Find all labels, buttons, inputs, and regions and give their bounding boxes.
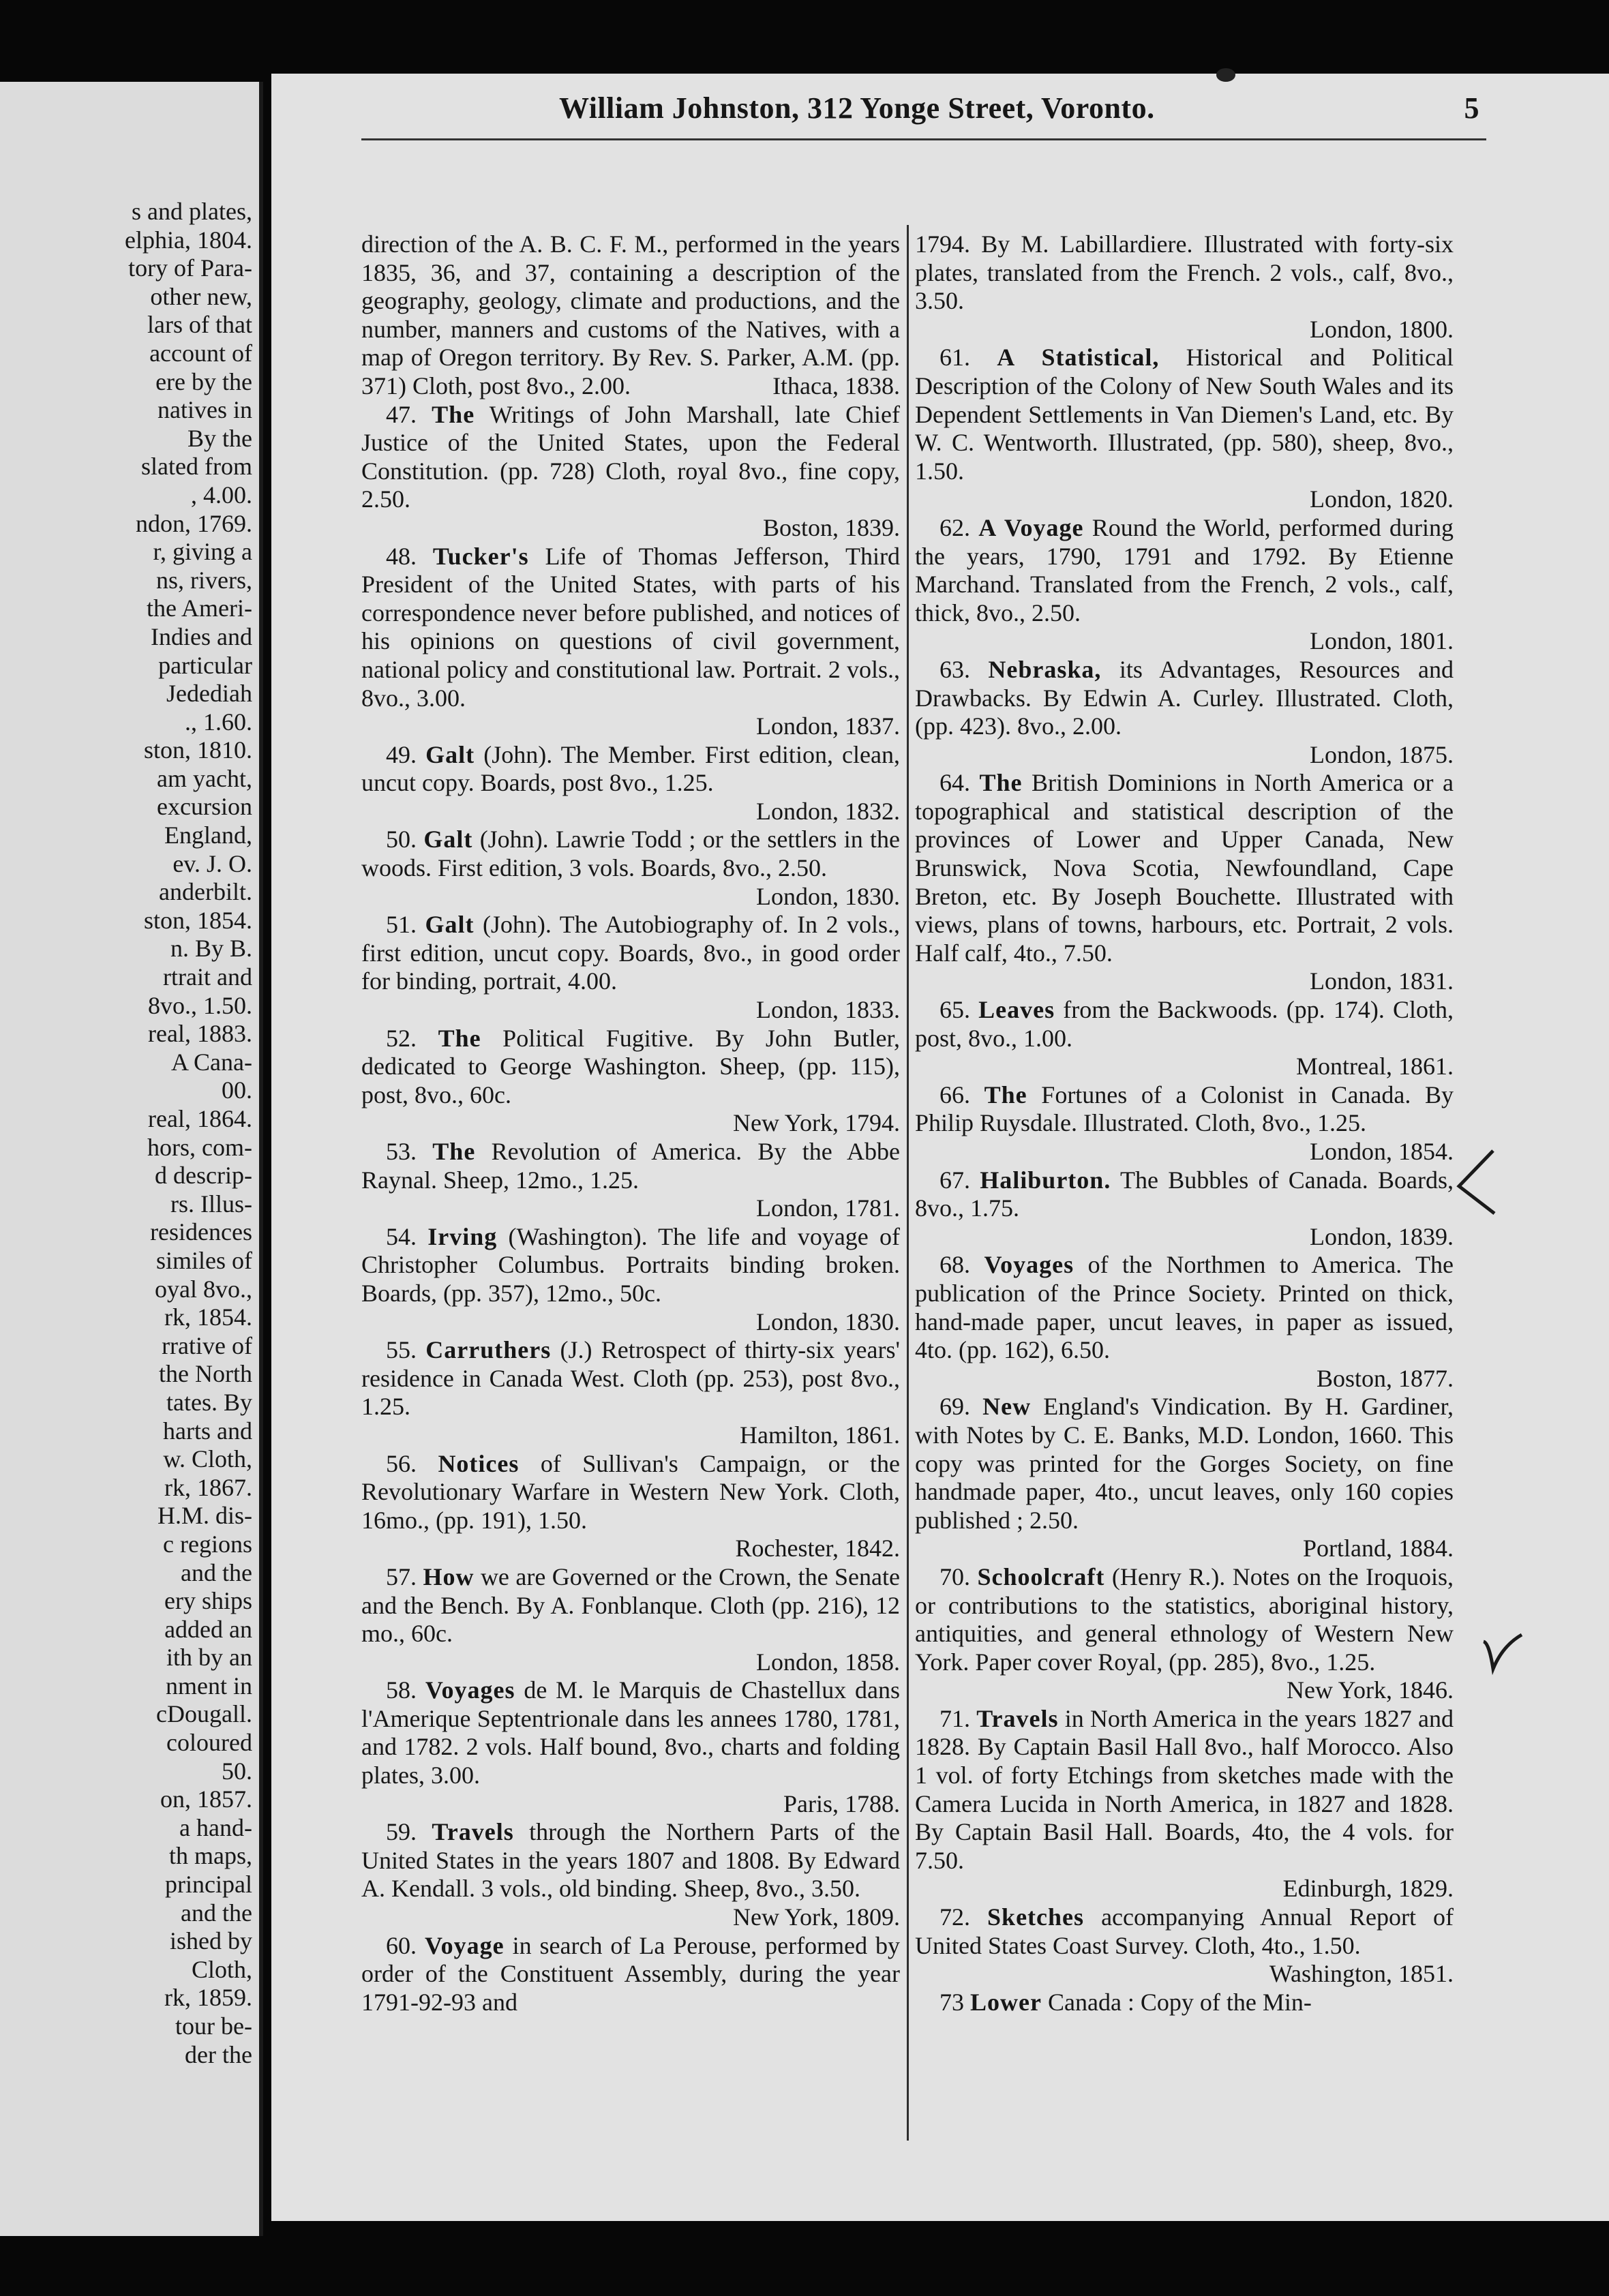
- entry-keyword: The: [432, 1138, 476, 1165]
- header-rule: [361, 138, 1486, 140]
- margin-fragment: tory of Para-: [128, 254, 252, 282]
- entry-imprint: London, 1858.: [756, 1648, 900, 1676]
- entry-number: 54.: [386, 1222, 417, 1250]
- margin-fragment: residences: [150, 1218, 252, 1246]
- entry-imprint: London, 1830.: [756, 1308, 900, 1335]
- margin-fragment: ery ships: [164, 1587, 252, 1615]
- catalogue-entry: [915, 1563, 1454, 1705]
- margin-fragment: principal: [165, 1871, 252, 1899]
- margin-fragment: rrative of: [162, 1331, 252, 1359]
- catalogue-entry: [361, 1223, 900, 1336]
- left-column: [361, 230, 900, 2016]
- entry-keyword: The: [984, 1081, 1027, 1108]
- entry-number: 60.: [386, 1931, 417, 1959]
- entry-keyword: Notices: [438, 1449, 520, 1477]
- catalogue-entry: [361, 1563, 900, 1676]
- entry-keyword: Voyage: [424, 1931, 505, 1959]
- entry-imprint: London, 1781.: [756, 1194, 900, 1222]
- entry-imprint: Boston, 1839.: [762, 513, 900, 541]
- entry-number: 69.: [939, 1393, 970, 1421]
- entry-description: (John). The Autobiography of. In 2 vols., first edition, uncut copy. Boards, 8vo., in good order for binding, portrait, 4.00.: [361, 911, 901, 995]
- catalogue-entry: [915, 996, 1454, 1081]
- margin-fragment: anderbilt.: [159, 878, 252, 906]
- entry-description: accompanying Annual Report of United States Coast Survey. Cloth, 4to., 1.50.: [915, 1903, 1454, 1959]
- catalogue-entry: [361, 1932, 900, 2017]
- margin-fragment: rtrait and: [163, 963, 252, 991]
- margin-fragment: ished by: [170, 1927, 252, 1955]
- margin-fragment: particular: [158, 651, 252, 679]
- margin-fragment: elphia, 1804.: [125, 226, 252, 254]
- entry-description: we are Governed or the Crown, the Senate and the Bench. By A. Fonblanque. Cloth (pp. 216), 12 mo., 60c.: [361, 1562, 900, 1648]
- entry-description: Political Fugitive. By John Butler, dedicated to George Washington. Sheep, (pp. 115), post, 8vo., 60c.: [361, 1024, 901, 1108]
- margin-fragment: , 4.00.: [191, 481, 252, 509]
- margin-fragment: rs. Illus-: [170, 1190, 252, 1218]
- entry-imprint: Rochester, 1842.: [735, 1535, 900, 1562]
- entry-imprint: Montreal, 1861.: [1296, 1053, 1454, 1081]
- entry-keyword: Carruthers: [425, 1336, 552, 1364]
- entry-keyword: Travels: [432, 1818, 514, 1846]
- entry-imprint: Paris, 1788.: [783, 1789, 900, 1817]
- catalogue-entry: [361, 741, 900, 826]
- entry-imprint: London, 1839.: [1310, 1222, 1454, 1250]
- catalogue-entry: [361, 1336, 900, 1449]
- entry-description: of the Northmen to America. The publication of the Prince Society. Printed on thick, hand-made paper, uncut leaves, in paper as issued, 4to. (pp. 162), 6.50.: [915, 1251, 1454, 1364]
- margin-fragment: ndon, 1769.: [136, 509, 252, 537]
- catalogue-entry: [915, 1251, 1454, 1393]
- entry-description: in search of La Perouse, performed by order of the Constituent Assembly, during the year 1791-92-93 and: [361, 1931, 901, 2016]
- entry-imprint: London, 1854.: [1310, 1138, 1454, 1165]
- entry-description: Life of Thomas Jefferson, Third President of the United States, with parts of his correspondence never before published, and notices of his opinions on questions of civil government, national policy and constitutional law. Portrait. 2 vols., 8vo., 3.00.: [361, 542, 901, 712]
- margin-fragment: a hand-: [179, 1813, 252, 1841]
- margin-fragment: w. Cloth,: [163, 1445, 252, 1473]
- continued-entry-imprint: London, 1800.: [1310, 315, 1454, 343]
- catalogue-entry: [361, 1818, 900, 1931]
- margin-fragment: 00.: [222, 1076, 252, 1104]
- entry-number: 47.: [386, 400, 417, 428]
- margin-fragment: coloured: [166, 1729, 252, 1757]
- entry-description: in North America in the years 1827 and 1828. By Captain Basil Hall 8vo., half Morocco. Also 1 vol. of forty Etchings from sketches made with the Camera Lucida in North America, in 1827 and 1828. By Captain Basil Hall. Boards, 4to, the 4 vols. for 7.50.: [915, 1704, 1454, 1874]
- entry-description: of Sullivan's Campaign, or the Revolutionary Warfare in Western New York. Cloth, 16mo., (pp. 191), 1.50.: [361, 1449, 901, 1534]
- catalogue-entry: [915, 769, 1454, 996]
- margin-fragment: hors, com-: [147, 1133, 252, 1161]
- entry-number: 48.: [386, 542, 417, 570]
- margin-fragment: d descrip-: [155, 1162, 252, 1190]
- margin-fragment: A Cana-: [171, 1048, 252, 1076]
- angle-bracket-mark: [1452, 1145, 1500, 1220]
- margin-fragment: on, 1857.: [160, 1785, 252, 1813]
- entry-keyword: Sketches: [987, 1903, 1085, 1931]
- catalogue-entry: [361, 911, 900, 1024]
- catalogue-entry: [361, 401, 900, 543]
- entry-keyword: Leaves: [978, 996, 1055, 1024]
- entry-number: 63.: [939, 655, 970, 683]
- entry-description: Historical and Political Description of the Colony of New South Wales and its Dependent Settlements in Van Diemen's Land, etc. By W. C. Wentworth. Illustrated, (pp. 580), sheep, 8vo., 1.50.: [915, 344, 1454, 485]
- margin-fragment: real, 1864.: [148, 1105, 252, 1132]
- catalogue-entry: [361, 1676, 900, 1818]
- ink-speck: [1214, 65, 1241, 85]
- entry-keyword: Galt: [423, 826, 473, 854]
- entry-number: 66.: [939, 1081, 970, 1108]
- entry-number: 70.: [939, 1562, 970, 1590]
- entry-imprint: London, 1837.: [756, 712, 900, 740]
- entry-keyword: Voyages: [425, 1676, 515, 1704]
- continued-entry: [915, 230, 1454, 344]
- margin-fragment: ns, rivers,: [156, 566, 252, 594]
- running-header: [280, 91, 1479, 125]
- margin-fragment: ston, 1854.: [143, 906, 252, 934]
- entry-imprint: New York, 1846.: [1286, 1676, 1454, 1704]
- entry-description: (Henry R.). Notes on the Iroquois, or contributions to the statistics, aboriginal history, antiquities, and general ethnology of Western New York. Paper cover Royal, (pp. 285), 8vo., 1.25.: [915, 1562, 1454, 1676]
- margin-fragment: nment in: [166, 1672, 252, 1700]
- page-number: 5: [1464, 91, 1479, 125]
- entry-imprint: New York, 1809.: [732, 1903, 900, 1931]
- entry-imprint: London, 1820.: [1310, 485, 1454, 513]
- tick-mark: [1479, 1629, 1527, 1677]
- entry-description: Round the World, performed during the years, 1790, 1791 and 1792. By Etienne Marchand. Translated from the French, 2 vols., calf, thick, 8vo., 2.50.: [915, 513, 1454, 626]
- entry-keyword: Galt: [425, 911, 475, 939]
- continued-entry: [361, 230, 900, 401]
- margin-fragment: rk, 1859.: [164, 1984, 252, 2012]
- entry-number: 72.: [939, 1903, 970, 1931]
- continued-entry-text: 1794. By M. Labillardiere. Illustrated with forty-six plates, translated from the French. 2 vols., calf, 8vo., 3.50.: [915, 230, 1454, 315]
- entry-number: 53.: [386, 1138, 417, 1165]
- entry-keyword: Tucker's: [432, 542, 529, 570]
- entry-imprint: Boston, 1877.: [1316, 1364, 1454, 1392]
- continued-entry-text: direction of the A. B. C. F. M., performed in the years 1835, 36, and 37, containing a description of the geography, geology, climate and productions, and the number, manners and customs of the Natives, with a map of Oregon territory. By Rev. S. Parker, A.M. (pp. 371) Cloth, post 8vo., 2.00.: [361, 230, 900, 399]
- catalogue-entry: [361, 1138, 900, 1223]
- entry-imprint: Hamilton, 1861.: [740, 1421, 900, 1449]
- entry-imprint: London, 1875.: [1310, 740, 1454, 768]
- margin-fragment: By the: [187, 424, 252, 452]
- catalogue-entry: [915, 344, 1454, 514]
- margin-fragment: added an: [164, 1615, 252, 1643]
- margin-fragment: cDougall.: [156, 1700, 252, 1728]
- entry-number: 56.: [386, 1449, 417, 1477]
- margin-fragment: lars of that: [147, 311, 252, 339]
- entry-description: (John). The Member. First edition, clean, uncut copy. Boards, post 8vo., 1.25.: [361, 740, 900, 797]
- entry-description: its Advantages, Resources and Drawbacks. By Edwin A. Curley. Illustrated. Cloth, (pp. 423). 8vo., 2.00.: [915, 655, 1454, 740]
- entry-number: 50.: [386, 826, 417, 854]
- margin-fragment: 8vo., 1.50.: [148, 991, 252, 1019]
- entry-number: 64.: [939, 769, 970, 797]
- previous-page-text: [27, 198, 252, 2069]
- entry-keyword: Irving: [427, 1222, 498, 1250]
- margin-fragment: other new,: [150, 282, 252, 310]
- margin-fragment: tates. By: [166, 1388, 252, 1416]
- header-title: William Johnston, 312 Yonge Street, Voronto.: [559, 91, 1155, 125]
- right-entries: [915, 344, 1454, 2016]
- entry-number: 58.: [386, 1676, 417, 1704]
- entry-imprint: London, 1833.: [756, 996, 900, 1024]
- entry-description: through the Northern Parts of the United States in the years 1807 and 1808. By Edward A. Kendall. 3 vols., old binding. Sheep, 8vo., 3.50.: [361, 1818, 901, 1903]
- catalogue-entry: [915, 1989, 1454, 2017]
- entry-number: 73: [939, 1988, 964, 2016]
- continued-entry-imprint: Ithaca, 1838.: [772, 372, 900, 399]
- margin-fragment: ev. J. O.: [172, 849, 252, 877]
- margin-fragment: der the: [185, 2040, 252, 2068]
- entry-number: 52.: [386, 1024, 417, 1052]
- margin-fragment: 50.: [222, 1757, 252, 1785]
- catalogue-entry: [915, 656, 1454, 769]
- margin-fragment: the North: [159, 1360, 252, 1388]
- entry-keyword: Galt: [425, 740, 475, 768]
- margin-fragment: rk, 1854.: [164, 1303, 252, 1331]
- catalogue-entry: [915, 1705, 1454, 1903]
- margin-fragment: s and plates,: [132, 198, 252, 225]
- entry-description: (J.) Retrospect of thirty-six years' residence in Canada West. Cloth (pp. 253), post 8vo., 1.25.: [361, 1336, 900, 1421]
- margin-fragment: ston, 1810.: [143, 736, 252, 764]
- margin-fragment: ere by the: [155, 367, 252, 395]
- catalogue-entry: [915, 1393, 1454, 1563]
- entry-keyword: A Statistical,: [997, 344, 1160, 372]
- margin-fragment: ith by an: [166, 1644, 252, 1672]
- margin-fragment: slated from: [141, 453, 252, 481]
- entry-description: British Dominions in North America or a topographical and statistical description of the provinces of Lower and Upper Canada, New Brunswick, Nova Scotia, Newfoundland, Cape Breton, etc. By Joseph Bouchette. Illustrated with views, plans of towns, harbours, etc. Portrait, 2 vols. Half calf, 4to., 7.50.: [915, 769, 1454, 967]
- column-divider: [907, 225, 909, 2141]
- entry-number: 57.: [386, 1562, 417, 1590]
- margin-fragment: H.M. dis-: [157, 1502, 252, 1530]
- margin-fragment: r, giving a: [153, 538, 252, 566]
- margin-fragment: the Ameri-: [147, 594, 252, 622]
- entry-keyword: A Voyage: [978, 513, 1084, 541]
- entry-number: 49.: [386, 740, 417, 768]
- entry-number: 62.: [939, 513, 970, 541]
- entry-number: 61.: [939, 344, 970, 372]
- catalogue-entry: [361, 543, 900, 741]
- entry-keyword: How: [423, 1562, 475, 1590]
- margin-fragment: and the: [181, 1558, 252, 1586]
- margin-fragment: natives in: [157, 396, 252, 424]
- entry-description: (John). Lawrie Todd ; or the settlers in the woods. First edition, 3 vols. Boards, 8vo., 2.50.: [361, 826, 901, 882]
- entry-description: The Bubbles of Canada. Boards, 8vo., 1.75.: [915, 1166, 1454, 1222]
- entry-description: Revolution of America. By the Abbe Raynal. Sheep, 12mo., 1.25.: [361, 1138, 900, 1194]
- right-column: [915, 230, 1454, 2016]
- margin-fragment: tour be-: [175, 2012, 252, 2040]
- margin-fragment: similes of: [156, 1246, 252, 1274]
- entry-imprint: London, 1831.: [1310, 967, 1454, 995]
- entry-number: 68.: [939, 1251, 970, 1279]
- margin-fragment: account of: [149, 339, 252, 367]
- margin-fragment: excursion: [157, 793, 252, 821]
- catalogue-entry: [361, 1450, 900, 1563]
- margin-fragment: Jedediah: [166, 680, 252, 708]
- margin-fragment: th maps,: [169, 1842, 252, 1870]
- entry-description: from the Backwoods. (pp. 174). Cloth, post, 8vo., 1.00.: [915, 996, 1454, 1052]
- entry-number: 59.: [386, 1818, 417, 1846]
- margin-fragment: n. By B.: [170, 935, 252, 963]
- entry-description: (Washington). The life and voyage of Christopher Columbus. Portraits binding broken. Boards, (pp. 357), 12mo., 50c.: [361, 1222, 901, 1307]
- entry-keyword: Haliburton.: [980, 1166, 1111, 1194]
- margin-fragment: harts and: [163, 1417, 252, 1445]
- entry-description: de M. le Marquis de Chastellux dans l'Amerique Septentrionale dans les annees 1780, 1781, and 1782. 2 vols. Half bound, 8vo., charts and folding plates, 3.00.: [361, 1676, 901, 1789]
- catalogue-entry: [915, 1903, 1454, 1989]
- catalogue-entry: [361, 826, 900, 911]
- entry-keyword: Lower: [970, 1988, 1042, 2016]
- entry-keyword: The: [432, 400, 475, 428]
- entry-imprint: Portland, 1884.: [1303, 1535, 1454, 1562]
- left-entries: [361, 401, 900, 2017]
- margin-fragment: rk, 1867.: [164, 1473, 252, 1501]
- entry-number: 55.: [386, 1336, 417, 1364]
- catalogue-entry: [915, 1166, 1454, 1252]
- margin-fragment: am yacht,: [157, 764, 252, 792]
- margin-fragment: and the: [181, 1899, 252, 1927]
- entry-keyword: The: [438, 1024, 481, 1052]
- entry-keyword: New: [982, 1393, 1032, 1421]
- margin-fragment: oyal 8vo.,: [155, 1275, 252, 1303]
- entry-imprint: London, 1830.: [756, 882, 900, 910]
- entry-description: Writings of John Marshall, late Chief Justice of the United States, upon the Federal Constitution. (pp. 728) Cloth, royal 8vo., fine copy, 2.50.: [361, 400, 901, 513]
- catalogue-entry: [915, 514, 1454, 656]
- margin-fragment: c regions: [163, 1530, 252, 1558]
- entry-number: 65.: [939, 996, 970, 1024]
- previous-page-fragment: [0, 82, 263, 2236]
- margin-fragment: Cloth,: [191, 1955, 252, 1983]
- entry-keyword: Nebraska,: [988, 655, 1102, 683]
- entry-description: England's Vindication. By H. Gardiner, with Notes by C. E. Banks, M.D. London, 1660. This copy was printed for the Gorges Society, on fine handmade paper, 4to., uncut leaves, only 160 copies published ; 2.50.: [915, 1393, 1454, 1534]
- entry-imprint: London, 1801.: [1310, 627, 1454, 655]
- entry-imprint: Washington, 1851.: [1269, 1960, 1454, 1988]
- margin-fragment: ., 1.60.: [185, 708, 252, 736]
- entry-number: 71.: [939, 1704, 970, 1732]
- entry-number: 67.: [939, 1166, 970, 1194]
- entry-description: Canada : Copy of the Min-: [1047, 1988, 1312, 2016]
- margin-fragment: Indies and: [151, 622, 252, 650]
- margin-fragment: real, 1883.: [148, 1020, 252, 1048]
- margin-fragment: England,: [164, 821, 252, 849]
- entry-keyword: Travels: [976, 1704, 1059, 1732]
- entry-description: Fortunes of a Colonist in Canada. By Philip Ruysdale. Illustrated. Cloth, 8vo., 1.25.: [915, 1081, 1454, 1137]
- entry-number: 51.: [386, 911, 417, 939]
- entry-imprint: New York, 1794.: [732, 1109, 900, 1137]
- entry-keyword: Schoolcraft: [977, 1562, 1105, 1590]
- entry-imprint: London, 1832.: [756, 797, 900, 825]
- catalogue-entry: [915, 1081, 1454, 1166]
- entry-keyword: Voyages: [984, 1251, 1074, 1279]
- catalogue-entry: [361, 1025, 900, 1138]
- entry-keyword: The: [979, 769, 1023, 797]
- entry-imprint: Edinburgh, 1829.: [1282, 1875, 1454, 1903]
